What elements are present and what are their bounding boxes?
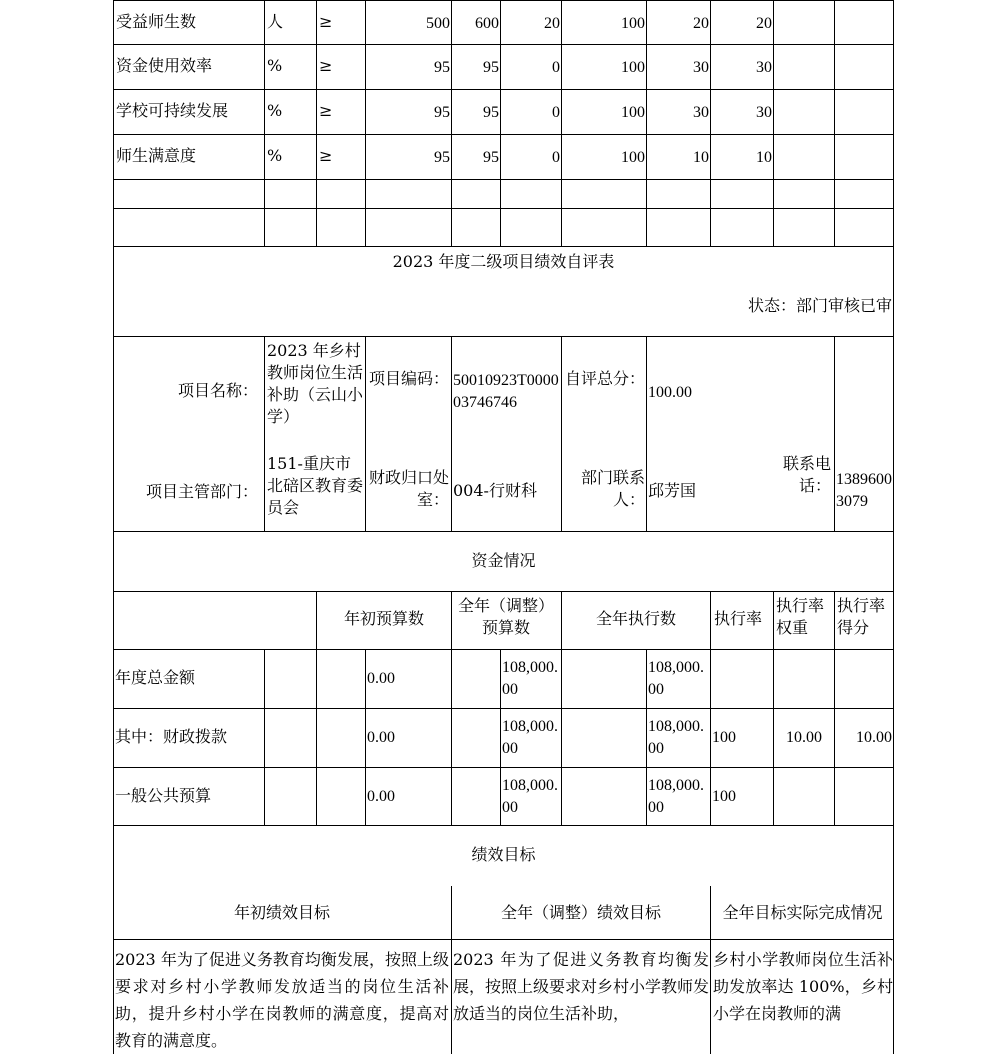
project-name: 2023 年乡村教师岗位生活补助（云山小学） (267, 341, 364, 426)
performance-sheet (113, 0, 894, 1054)
indicator-name: 师生满意度 (116, 146, 197, 165)
indicator-cell (561, 90, 646, 135)
contact-label: 部门联系人： (580, 468, 645, 509)
th-score: 执行率得分 (837, 596, 886, 637)
indicator-v4: 30 (756, 104, 772, 121)
indicator-unit: % (267, 146, 283, 165)
empty-row (113, 209, 894, 247)
indicator-cell (500, 0, 561, 45)
indicator-cell (316, 135, 365, 180)
fund-adjusted: 108,000.00 (502, 659, 558, 698)
indicator-cell (264, 45, 316, 90)
indicator-cell (365, 45, 451, 90)
score-label: 自评总分： (564, 369, 645, 388)
empty-row (113, 180, 894, 209)
goal-initial-text: 2023 年为了促进义务教育均衡发展，按照上级要求对乡村小学教师发放适当的岗位生活补助，提升乡村小学在岗教师的满意度，提高对教育的满意度。 (115, 950, 449, 1050)
th-rate: 执行率 (714, 609, 763, 628)
indicator-op: ≥ (319, 12, 333, 31)
indicator-v2: 100 (621, 104, 645, 121)
indicator-cell (365, 90, 451, 135)
indicator-target: 95 (434, 104, 450, 121)
indicator-cell (316, 0, 365, 45)
indicator-actual: 95 (483, 104, 499, 121)
fund-adjusted: 108,000.00 (502, 777, 558, 816)
indicator-actual: 95 (483, 59, 499, 76)
indicator-actual: 600 (475, 15, 499, 32)
indicator-cell (113, 135, 264, 180)
indicator-v3: 20 (693, 15, 709, 32)
fund-initial: 0.00 (367, 729, 395, 746)
indicator-cell (365, 0, 451, 45)
indicator-cell (113, 90, 264, 135)
fund-score: 10.00 (856, 729, 892, 746)
indicator-v2: 100 (621, 15, 645, 32)
indicator-v4: 10 (756, 149, 772, 166)
fund-rate: 100 (712, 729, 736, 746)
indicator-cell (646, 90, 710, 135)
indicator-cell (451, 135, 500, 180)
indicator-op: ≥ (319, 56, 333, 75)
goal-adjusted-text: 2023 年为了促进义务教育均衡发展，按照上级要求对乡村小学教师发放适当的岗位生活补助， (453, 950, 710, 1023)
goals-col-actual: 全年目标实际完成情况 (722, 903, 883, 922)
fund-initial: 0.00 (367, 670, 395, 687)
indicator-cell (451, 90, 500, 135)
title-block (113, 247, 894, 337)
indicator-cell (646, 45, 710, 90)
indicator-v4: 20 (756, 15, 772, 32)
indicator-name: 资金使用效率 (116, 56, 213, 75)
indicator-cell (646, 135, 710, 180)
indicator-cell (561, 0, 646, 45)
indicator-unit: % (267, 101, 283, 120)
project-code-label: 项目编码： (368, 369, 449, 388)
indicator-unit: % (267, 56, 283, 75)
indicator-cell (773, 135, 834, 180)
indicator-target: 95 (434, 149, 450, 166)
indicator-cell (316, 45, 365, 90)
dept-label: 项目主管部门： (145, 482, 258, 501)
fund-label: 年度总金额 (115, 670, 196, 687)
office-label: 财政归口处室： (368, 468, 449, 509)
fund-rate: 100 (712, 788, 736, 805)
indicator-cell (834, 90, 894, 135)
indicator-actual: 95 (483, 149, 499, 166)
indicator-cell (834, 135, 894, 180)
fund-executed: 108,000.00 (648, 659, 704, 698)
indicator-cell (710, 0, 773, 45)
indicator-cell (710, 45, 773, 90)
fund-label: 其中：财政拨款 (115, 729, 228, 746)
self-score: 100.00 (648, 384, 692, 401)
indicator-cell (264, 0, 316, 45)
indicator-cell (773, 0, 834, 45)
indicator-cell (561, 45, 646, 90)
project-name-label: 项目名称： (177, 381, 258, 400)
indicator-cell (264, 90, 316, 135)
indicator-cell (500, 90, 561, 135)
contact-name: 邱芳国 (648, 481, 697, 500)
indicator-cell (500, 135, 561, 180)
form-title: 2023 年度二级项目绩效自评表 (392, 252, 615, 271)
project-code: 50010923T000003746746 (453, 372, 559, 411)
indicator-unit: 人 (267, 12, 284, 31)
indicator-cell (316, 90, 365, 135)
th-executed: 全年执行数 (595, 609, 676, 628)
indicator-v1: 0 (552, 104, 560, 121)
indicator-cell (710, 135, 773, 180)
indicator-v2: 100 (621, 59, 645, 76)
goals-col-initial: 年初绩效目标 (233, 903, 330, 922)
indicator-cell (500, 45, 561, 90)
indicator-v2: 100 (621, 149, 645, 166)
indicator-v4: 30 (756, 59, 772, 76)
indicator-cell (113, 45, 264, 90)
goals-section-title: 绩效目标 (113, 826, 894, 886)
funds-section-title: 资金情况 (113, 532, 894, 592)
indicator-cell (710, 90, 773, 135)
indicator-v3: 30 (693, 104, 709, 121)
indicator-name: 受益师生数 (116, 12, 197, 31)
indicator-cell (561, 135, 646, 180)
goal-actual-text: 乡村小学教师岗位生活补助发放率达 100%，乡村小学在岗教师的满 (713, 950, 893, 1023)
indicator-name: 学校可持续发展 (116, 101, 229, 120)
fund-adjusted: 108,000.00 (502, 718, 558, 757)
indicator-cell (773, 45, 834, 90)
indicator-v3: 10 (693, 149, 709, 166)
indicator-op: ≥ (319, 146, 333, 165)
indicator-cell (451, 45, 500, 90)
phone-number: 13896003079 (836, 471, 892, 510)
indicator-target: 500 (426, 15, 450, 32)
goals-col-adjusted: 全年（调整）绩效目标 (500, 903, 661, 922)
indicator-cell (834, 45, 894, 90)
indicator-v1: 0 (552, 149, 560, 166)
fund-weight: 10.00 (786, 729, 822, 746)
fund-initial: 0.00 (367, 788, 395, 805)
indicator-v1: 0 (552, 59, 560, 76)
th-adjusted: 全年（调整）预算数 (457, 596, 554, 637)
indicator-cell (646, 0, 710, 45)
indicator-op: ≥ (319, 101, 333, 120)
fund-executed: 108,000.00 (648, 777, 704, 816)
indicator-cell (264, 135, 316, 180)
fund-label: 一般公共预算 (115, 788, 212, 805)
indicator-v1: 20 (544, 15, 560, 32)
th-weight: 执行率权重 (776, 596, 825, 637)
indicator-v3: 30 (693, 59, 709, 76)
indicator-cell (451, 0, 500, 45)
indicator-cell (773, 90, 834, 135)
indicator-cell (113, 0, 264, 45)
dept-name: 151-重庆市北碚区教育委员会 (267, 454, 364, 517)
fund-executed: 108,000.00 (648, 718, 704, 757)
indicator-target: 95 (434, 59, 450, 76)
office-name: 004-行财科 (453, 481, 537, 500)
indicator-cell (834, 0, 894, 45)
status-text: 状态：部门审核已审 (747, 296, 892, 315)
indicator-cell (365, 135, 451, 180)
th-initial: 年初预算数 (343, 609, 424, 628)
phone-label: 联系电话： (782, 454, 831, 495)
